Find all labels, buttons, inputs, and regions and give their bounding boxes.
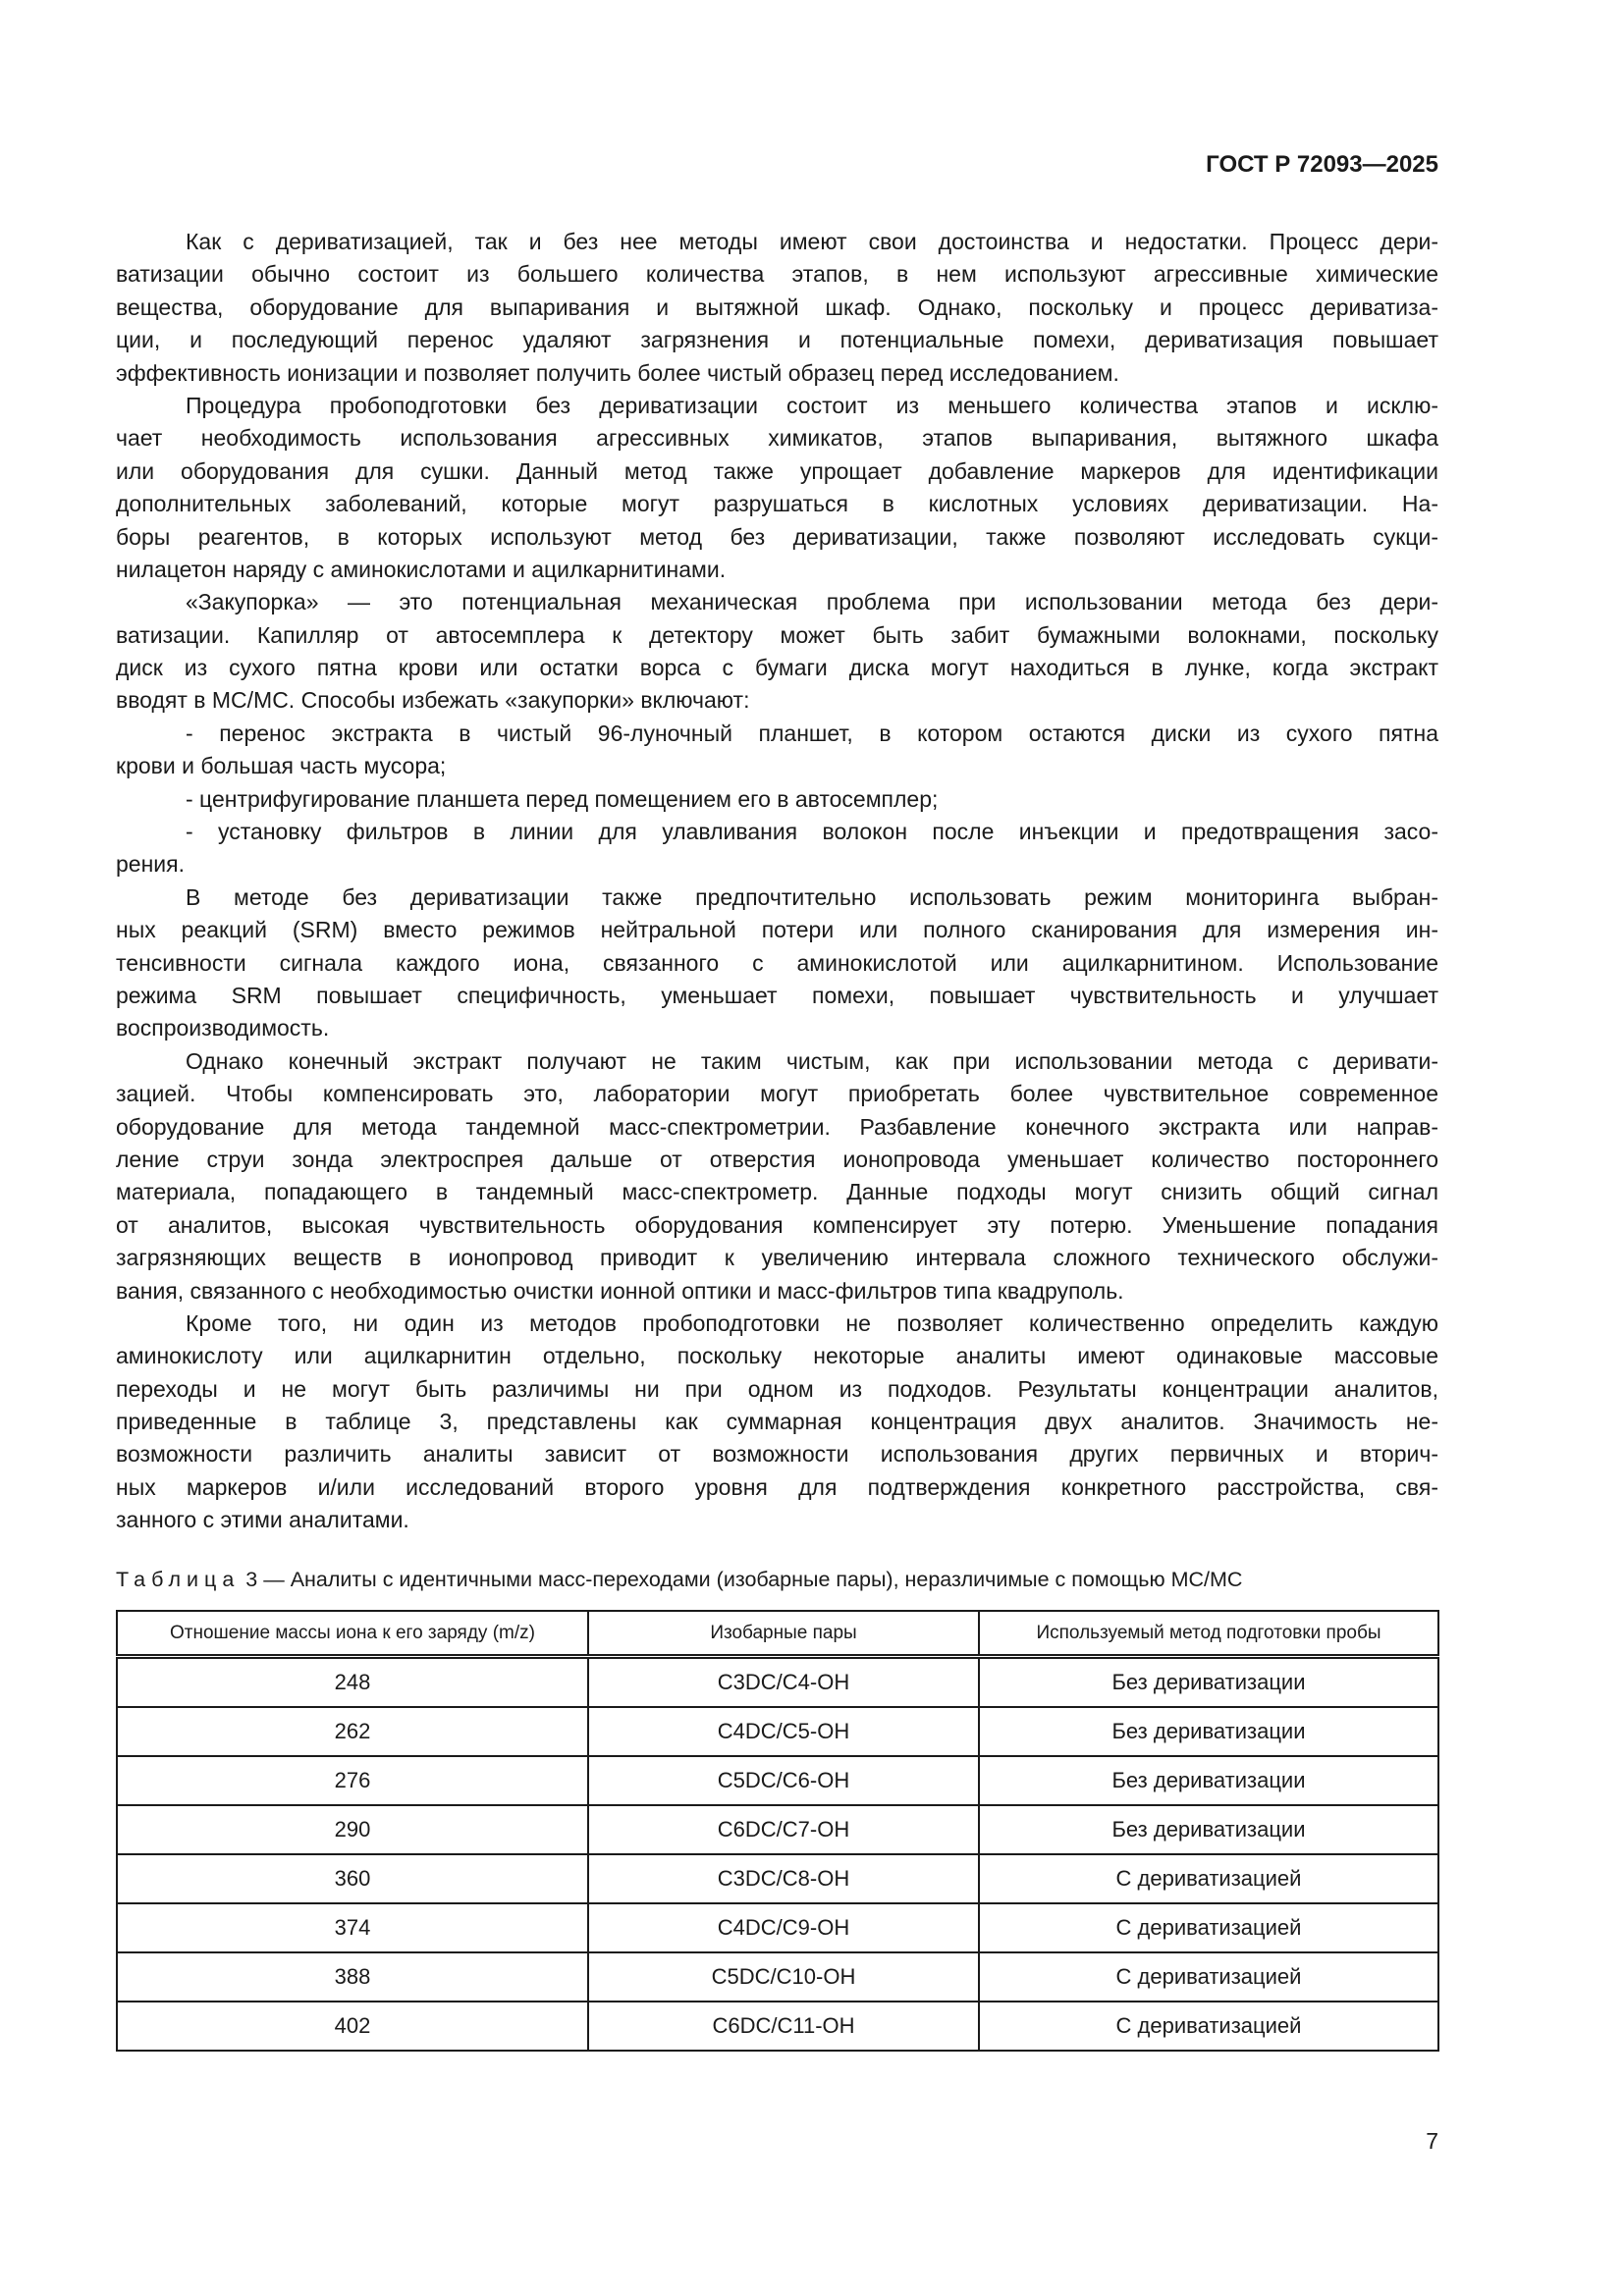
text-line: Как с дериватизацией, так и без нее методы имеют свои достоинства и недостатки. Процесс дери-: [186, 229, 1438, 254]
paragraph: [116, 1045, 1438, 1308]
text-line: возможности различить аналиты зависит от возможности использования других первичных и вторич-: [116, 1441, 1438, 1468]
text-line: аминокислоту или ацилкарнитин отдельно, поскольку некоторые аналиты имеют одинаковые массовые: [116, 1343, 1438, 1369]
cell-method: С дериватизацией: [979, 2002, 1438, 2051]
text-line: вводят в МС/МС. Способы избежать «закупорки» включают:: [116, 687, 750, 714]
paragraph: [116, 718, 1438, 783]
text-line: крови и большая часть мусора;: [116, 753, 447, 779]
text-line: Однако конечный экстракт получают не таким чистым, как при использовании метода с деривати-: [186, 1047, 1438, 1074]
text-line: - центрифугирование планшета перед помещением его в автосемплер;: [186, 785, 939, 812]
cell-method: Без дериватизации: [979, 1805, 1438, 1854]
table-row: [117, 1756, 1438, 1805]
table-row: [117, 1952, 1438, 2002]
text-line: «Закупорка» — это потенциальная механическая проблема при использовании метода без дери-: [186, 589, 1438, 615]
text-line: Кроме того, ни один из методов пробоподготовки не позволяет количественно определить каждую: [186, 1309, 1438, 1336]
cell-isobaric-pair: C6DC/C7-OH: [588, 1805, 979, 1854]
paragraph: [116, 816, 1438, 881]
paragraph: [116, 783, 1438, 816]
table-row: [117, 1854, 1438, 1903]
table-caption-text: 3 — Аналиты с идентичными масс-переходами (изобарные пары), неразличимые с помощью МС/МС: [245, 1568, 1243, 1591]
column-header-pairs: Изобарные пары: [588, 1611, 979, 1657]
text-line: тенсивности сигнала каждого иона, связанного с аминокислотой или ацилкарнитином. Использование: [116, 949, 1438, 976]
table-row: [117, 1657, 1438, 1708]
text-line: ных маркеров и/или исследований второго уровня для подтверждения конкретного расстройства, свя-: [116, 1473, 1438, 1500]
cell-mz: 388: [117, 1952, 588, 2002]
text-line: вещества, оборудование для выпаривания и вытяжной шкаф. Однако, поскольку и процесс дериватиза-: [116, 294, 1438, 320]
cell-method: С дериватизацией: [979, 1903, 1438, 1952]
text-line: оборудование для метода тандемной масс-спектрометрии. Разбавление конечного экстракта или направ-: [116, 1113, 1438, 1140]
column-header-method: Используемый метод подготовки пробы: [979, 1611, 1438, 1657]
text-line: В методе без дериватизации также предпочтительно использовать режим мониторинга выбран-: [186, 883, 1438, 910]
paragraph: [116, 226, 1438, 390]
text-line: ление струи зонда электроспрея дальше от отверстия ионопровода уменьшает количество постороннего: [116, 1146, 1438, 1172]
cell-method: Без дериватизации: [979, 1657, 1438, 1708]
text-line: чает необходимость использования агрессивных химикатов, этапов выпаривания, вытяжного шкафа: [116, 425, 1438, 452]
table-row: [117, 1903, 1438, 1952]
column-header-mz: Отношение массы иона к его заряду (m/z): [117, 1611, 588, 1657]
cell-method: С дериватизацией: [979, 1952, 1438, 2002]
isobaric-pairs-table: [116, 1610, 1439, 2052]
cell-mz: 276: [117, 1756, 588, 1805]
cell-isobaric-pair: C5DC/C10-OH: [588, 1952, 979, 2002]
text-line: - перенос экстракта в чистый 96-луночный планшет, в котором остаются диски из сухого пятна: [186, 720, 1438, 746]
text-line: зацией. Чтобы компенсировать это, лаборатории могут приобретать более чувствительное современное: [116, 1081, 1438, 1107]
text-line: боры реагентов, в которых используют метод без дериватизации, также позволяют исследовать сукци-: [116, 523, 1438, 550]
text-line: загрязняющих веществ в ионопровод приводит к увеличению интервала сложного технического обслужи-: [116, 1245, 1438, 1271]
paragraph: [116, 881, 1438, 1045]
text-line: режима SRM повышает специфичность, уменьшает помехи, повышает чувствительность и улучшает: [116, 982, 1438, 1008]
paragraph: [116, 586, 1438, 718]
text-line: или оборудования для сушки. Данный метод также упрощает добавление маркеров для идентификации: [116, 457, 1438, 484]
text-line: от аналитов, высокая чувствительность оборудования компенсирует эту потерю. Уменьшение попадания: [116, 1211, 1438, 1238]
page-number: 7: [1426, 2128, 1438, 2154]
table-header-row: [117, 1611, 1438, 1657]
text-line: ватизации обычно состоит из большего количества этапов, в нем используют агрессивные химические: [116, 261, 1438, 288]
text-line: ных реакций (SRM) вместо режимов нейтральной потери или полного сканирования для измерения ин-: [116, 917, 1438, 943]
cell-isobaric-pair: C4DC/C5-OH: [588, 1707, 979, 1756]
text-line: рения.: [116, 851, 185, 878]
cell-isobaric-pair: C6DC/C11-OH: [588, 2002, 979, 2051]
cell-mz: 262: [117, 1707, 588, 1756]
cell-method: Без дериватизации: [979, 1707, 1438, 1756]
cell-method: Без дериватизации: [979, 1756, 1438, 1805]
text-line: Процедура пробоподготовки без дериватизации состоит из меньшего количества этапов и исклю-: [186, 392, 1438, 418]
text-line: занного с этими аналитами.: [116, 1507, 409, 1533]
text-line: эффективность ионизации и позволяет получить более чистый образец перед исследованием.: [116, 359, 1119, 386]
cell-isobaric-pair: C3DC/C4-OH: [588, 1657, 979, 1708]
table-row: [117, 2002, 1438, 2051]
text-line: вания, связанного с необходимостью очистки ионной оптики и масс-фильтров типа квадруполь.: [116, 1277, 1124, 1304]
cell-mz: 360: [117, 1854, 588, 1903]
table-caption-label: Таблица: [116, 1568, 241, 1591]
paragraph: [116, 390, 1438, 586]
text-line: воспроизводимость.: [116, 1015, 330, 1041]
text-line: приведенные в таблице 3, представлены как суммарная концентрация двух аналитов. Значимость не-: [116, 1409, 1438, 1435]
paragraph: [116, 1308, 1438, 1537]
text-line: нилацетон наряду с аминокислотами и ацилкарнитинами.: [116, 556, 727, 582]
cell-method: С дериватизацией: [979, 1854, 1438, 1903]
text-line: диск из сухого пятна крови или остатки ворса с бумаги диска могут находиться в лунке, когда экстракт: [116, 655, 1438, 681]
text-line: материала, попадающего в тандемный масс-спектрометр. Данные подходы могут снизить общий сигнал: [116, 1179, 1438, 1205]
text-line: - установку фильтров в линии для улавливания волокон после инъекции и предотвращения засо-: [186, 819, 1438, 845]
text-line: переходы и не могут быть различимы ни при одном из подходов. Результаты концентрации аналитов,: [116, 1375, 1438, 1402]
cell-isobaric-pair: C3DC/C8-OH: [588, 1854, 979, 1903]
table-row: [117, 1805, 1438, 1854]
cell-mz: 374: [117, 1903, 588, 1952]
cell-isobaric-pair: C4DC/C9-OH: [588, 1903, 979, 1952]
cell-mz: 402: [117, 2002, 588, 2051]
table-row: [117, 1707, 1438, 1756]
text-line: дополнительных заболеваний, которые могут разрушаться в кислотных условиях дериватизации. На-: [116, 491, 1438, 517]
body-text: [116, 226, 1438, 1537]
text-line: ции, и последующий перенос удаляют загрязнения и потенциальные помехи, дериватизация повышает: [116, 327, 1438, 353]
document-id-header: ГОСТ Р 72093—2025: [1206, 151, 1438, 178]
cell-mz: 248: [117, 1657, 588, 1708]
table-caption: [116, 1567, 1438, 1592]
text-line: ватизации. Капилляр от автосемплера к детектору может быть забит бумажными волокнами, поскольку: [116, 621, 1438, 648]
cell-mz: 290: [117, 1805, 588, 1854]
cell-isobaric-pair: C5DC/C6-OH: [588, 1756, 979, 1805]
